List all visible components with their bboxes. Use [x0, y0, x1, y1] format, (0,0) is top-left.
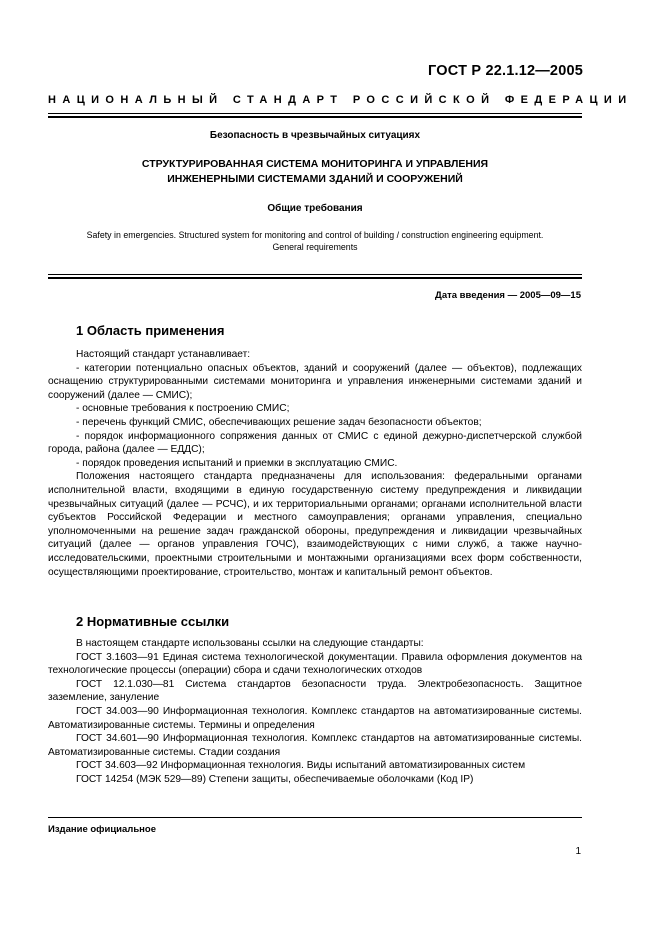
- list-item: - основные требования к построению СМИС;: [76, 403, 290, 415]
- english-title-line: Safety in emergencies. Structured system for monitoring and control of building / construction engineering equipment.: [86, 230, 544, 240]
- title-divider-thin: [48, 274, 582, 275]
- english-title-line: General requirements: [272, 242, 358, 252]
- list-item: - перечень функций СМИС, обеспечивающих решение задач безопасности объектов;: [76, 416, 482, 428]
- reference-item: ГОСТ 34.601—90 Информационная технология. Комплекс стандартов на автоматизированные системы. Автоматизированные системы. Стадии создания: [48, 733, 582, 758]
- list-item: - порядок информационного сопряжения данных от СМИС с единой дежурно-диспетчерской службой города, района (далее — ЕДДС);: [48, 430, 582, 456]
- reference-item: ГОСТ 34.603—92 Информационная технология. Виды испытаний автоматизированных систем: [76, 760, 526, 772]
- english-title: [48, 229, 582, 253]
- section-2-heading: 2 Нормативные ссылки: [76, 614, 230, 629]
- paragraph: Положения настоящего стандарта предназначены для использования: федеральными органами исполнительной власти, входящими в единую государственную систему предупреждения и ликвидации чрезвычайных ситуаций (далее — РСЧС), и их территориальными органами; органами исполнительной власти субъектов Российской Федерации и местного самоуправления; органами управления, специально уполномоченными на решение задач гражданской обороны, предупреждения и ликвидации чрезвычайных ситуаций (далее — органов управления ГОЧС), взаимодействующих с ними служб, а также научно-исследовательскими, проектными строительными и монтажными организациями всех форм собственности, осуществляющими проектирование, строительство, монтаж и капитальный ремонт объектов.: [48, 471, 582, 578]
- standard-category: Безопасность в чрезвычайных ситуациях: [209, 130, 421, 141]
- standard-title-line: ИНЖЕНЕРНЫМИ СИСТЕМАМИ ЗДАНИЙ И СООРУЖЕНИЙ: [167, 173, 463, 185]
- list-item: - порядок проведения испытаний и приемки в эксплуатацию СМИС.: [76, 457, 398, 469]
- section-2-body: [48, 637, 582, 787]
- paragraph: Настоящий стандарт устанавливает:: [76, 349, 251, 360]
- header-divider-thick: [48, 116, 582, 118]
- introduction-date: Дата введения — 2005—09—15: [435, 290, 581, 301]
- section-1-body: [48, 348, 582, 579]
- official-edition-label: Издание официальное: [48, 824, 156, 835]
- page-number: 1: [575, 846, 581, 857]
- paragraph: В настоящем стандарте использованы ссылки на следующие стандарты:: [76, 638, 424, 649]
- standard-title-line: СТРУКТУРИРОВАННАЯ СИСТЕМА МОНИТОРИНГА И УПРАВЛЕНИЯ: [141, 158, 489, 170]
- reference-item: ГОСТ 14254 (МЭК 529—89) Степени защиты, обеспечиваемые оболочками (Код IP): [76, 773, 474, 785]
- document-number: ГОСТ Р 22.1.12—2005: [428, 63, 583, 79]
- footer-divider: [48, 817, 582, 818]
- reference-item: ГОСТ 3.1603—91 Единая система технологической документации. Правила оформления документов на технологические процессы (операции) сбора и сдачи технологических отходов: [48, 651, 582, 677]
- standard-title: [48, 157, 582, 187]
- section-1-heading: 1 Область применения: [76, 323, 225, 338]
- header-divider-thin: [48, 113, 582, 114]
- national-standard-heading: НАЦИОНАЛЬНЫЙ СТАНДАРТ РОССИЙСКОЙ ФЕДЕРАЦИИ: [48, 94, 633, 106]
- reference-item: ГОСТ 34.003—90 Информационная технология. Комплекс стандартов на автоматизированные системы. Автоматизированные системы. Термины и определения: [48, 705, 582, 731]
- title-divider-thick: [48, 277, 582, 279]
- standard-subtitle: Общие требования: [267, 203, 363, 214]
- list-item: - категории потенциально опасных объектов, зданий и сооружений (далее — объектов), подлежащих оснащению структурированными системами мониторинга и управления инженерными системами зданий и сооружений (далее — СМИС);: [48, 362, 582, 401]
- reference-item: ГОСТ 12.1.030—81 Система стандартов безопасности труда. Электробезопасность. Защитное заземление, зануление: [48, 678, 582, 704]
